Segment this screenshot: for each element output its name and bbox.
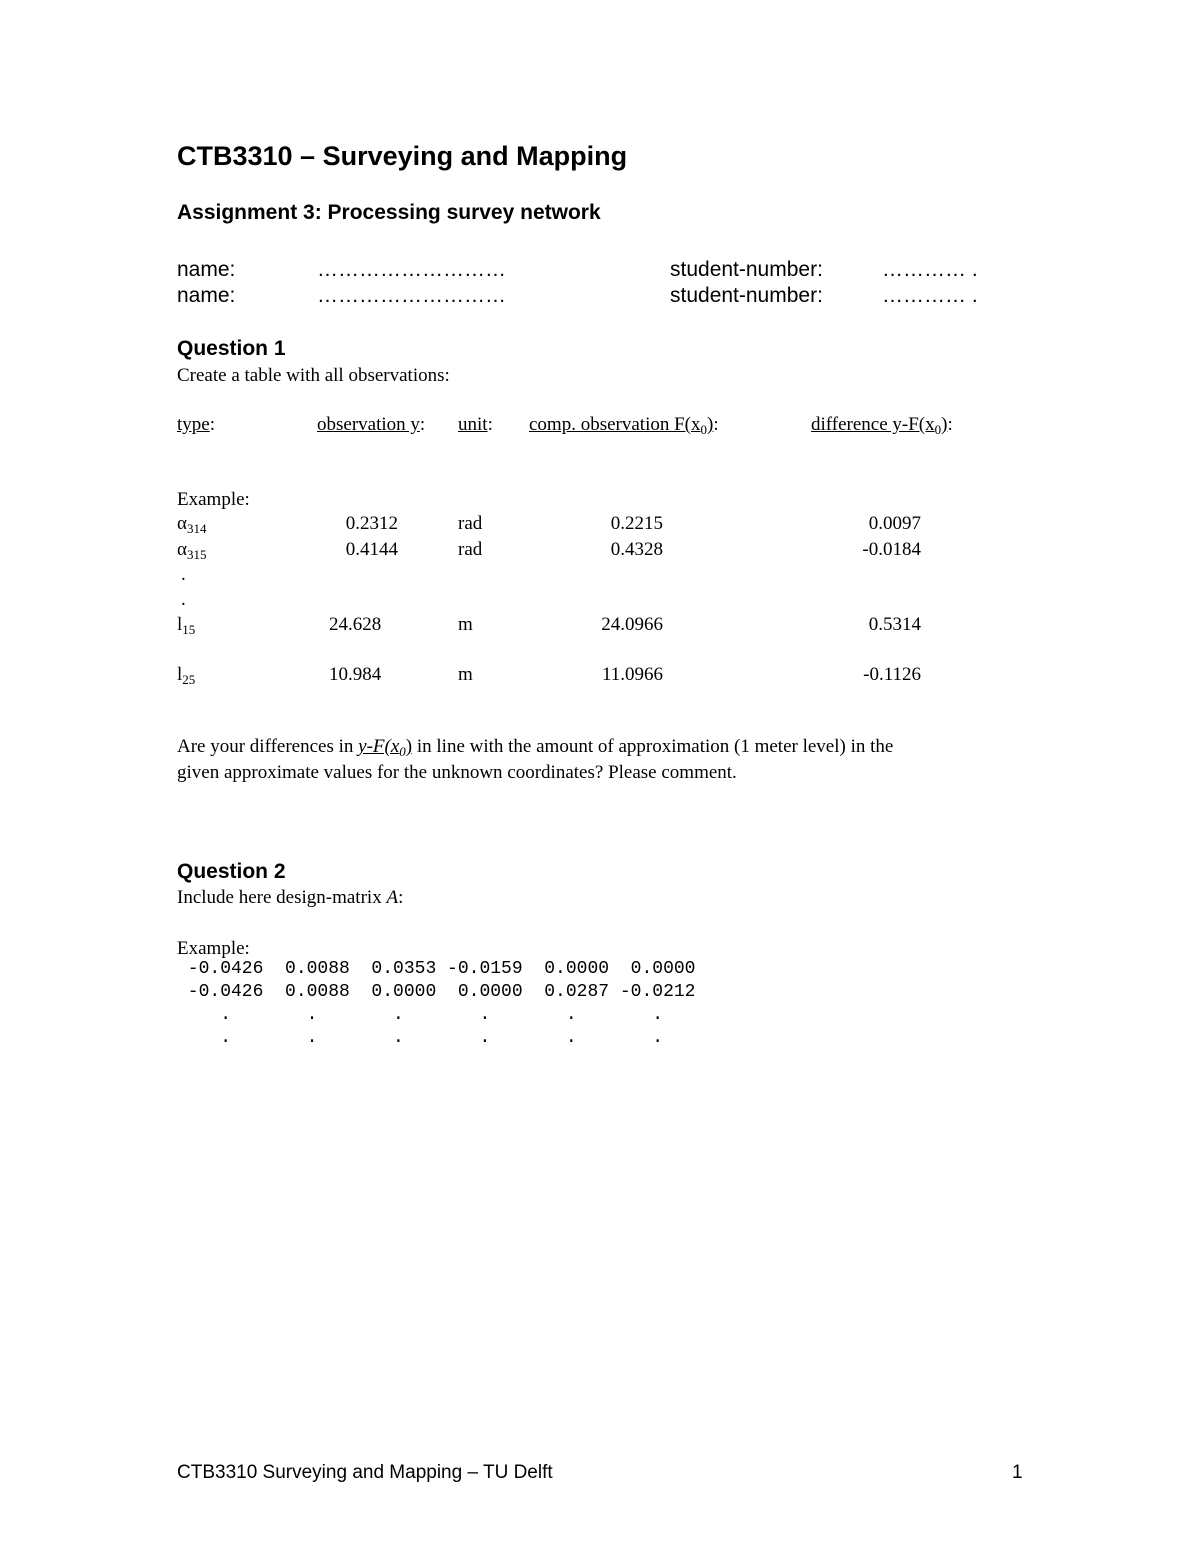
table-cell-observation: 0.4144 xyxy=(345,539,398,560)
document-title: CTB3310 – Surveying and Mapping xyxy=(177,141,628,171)
table-cell-difference: 0.5314 xyxy=(868,614,921,635)
name-label-2: name: xyxy=(177,284,236,307)
table-cell-observation: 24.628 xyxy=(329,614,382,635)
comment-line-2: given approximate values for the unknown coordinates? Please comment. xyxy=(177,762,737,783)
ellipsis-dot: . xyxy=(181,589,186,610)
comment-line-1: Are your differences in $y-F(x_0)$ in line with the amount of approximation (1 meter level) in the xyxy=(177,736,894,759)
page-number: 1 xyxy=(1012,1462,1023,1483)
question-1-heading: Question 1 xyxy=(177,337,286,360)
question-2-heading: Question 2 xyxy=(177,860,286,883)
matrix-row: . . . . . . xyxy=(177,1005,664,1025)
student-number-label-1: student-number: xyxy=(670,258,823,281)
matrix-row: -0.0426 0.0088 0.0353 -0.0159 0.0000 0.0000 xyxy=(177,959,696,979)
table-cell-difference: 0.0097 xyxy=(868,513,921,534)
table-cell-difference: -0.1126 xyxy=(863,664,921,685)
question-1-instruction: Create a table with all observations: xyxy=(177,365,450,386)
student-number-label-2: student-number: xyxy=(670,284,823,307)
table-cell-unit: m xyxy=(458,614,473,635)
name-field-2[interactable]: ……………………… xyxy=(317,284,506,307)
assignment-subtitle: Assignment 3: Processing survey network xyxy=(177,201,601,224)
matrix-row: . . . . . . xyxy=(177,1028,664,1048)
table-cell-computed: 0.2215 xyxy=(610,513,663,534)
name-field-1[interactable]: ……………………… xyxy=(317,258,506,281)
table-row-type: $\alpha_{314}$ xyxy=(177,513,207,536)
example-label-2: Example: xyxy=(177,938,250,959)
table-cell-observation: 10.984 xyxy=(329,664,382,685)
student-number-field-2[interactable]: ………… . xyxy=(882,284,978,307)
column-header-computed: comp. observation $F(x_0)$: xyxy=(529,414,719,437)
table-cell-observation: 0.2312 xyxy=(345,513,398,534)
ellipsis-dot: . xyxy=(181,564,186,585)
column-header-difference: difference $y-F(x_0)$: xyxy=(811,414,953,437)
table-cell-difference: -0.0184 xyxy=(862,539,921,560)
table-cell-computed: 11.0966 xyxy=(601,664,663,685)
column-header-type: type: xyxy=(177,414,215,435)
table-row-type: $\alpha_{315}$ xyxy=(177,539,207,562)
question-2-instruction: Include here design-matrix A: xyxy=(177,887,404,908)
table-cell-computed: 0.4328 xyxy=(610,539,663,560)
column-header-observation: observation y: xyxy=(317,414,426,435)
name-label-1: name: xyxy=(177,258,236,281)
table-cell-unit: m xyxy=(458,664,473,685)
student-number-field-1[interactable]: ………… . xyxy=(882,258,978,281)
table-cell-unit: rad xyxy=(458,513,483,534)
table-cell-computed: 24.0966 xyxy=(601,614,663,635)
table-row-type: $l_{25}$ xyxy=(177,664,196,687)
column-header-unit: unit: xyxy=(458,414,493,435)
footer-text: CTB3310 Surveying and Mapping – TU Delft xyxy=(177,1462,553,1483)
table-row-type: $l_{15}$ xyxy=(177,614,196,637)
example-label-1: Example: xyxy=(177,489,250,510)
matrix-row: -0.0426 0.0088 0.0000 0.0000 0.0287 -0.0212 xyxy=(177,982,696,1002)
table-cell-unit: rad xyxy=(458,539,483,560)
